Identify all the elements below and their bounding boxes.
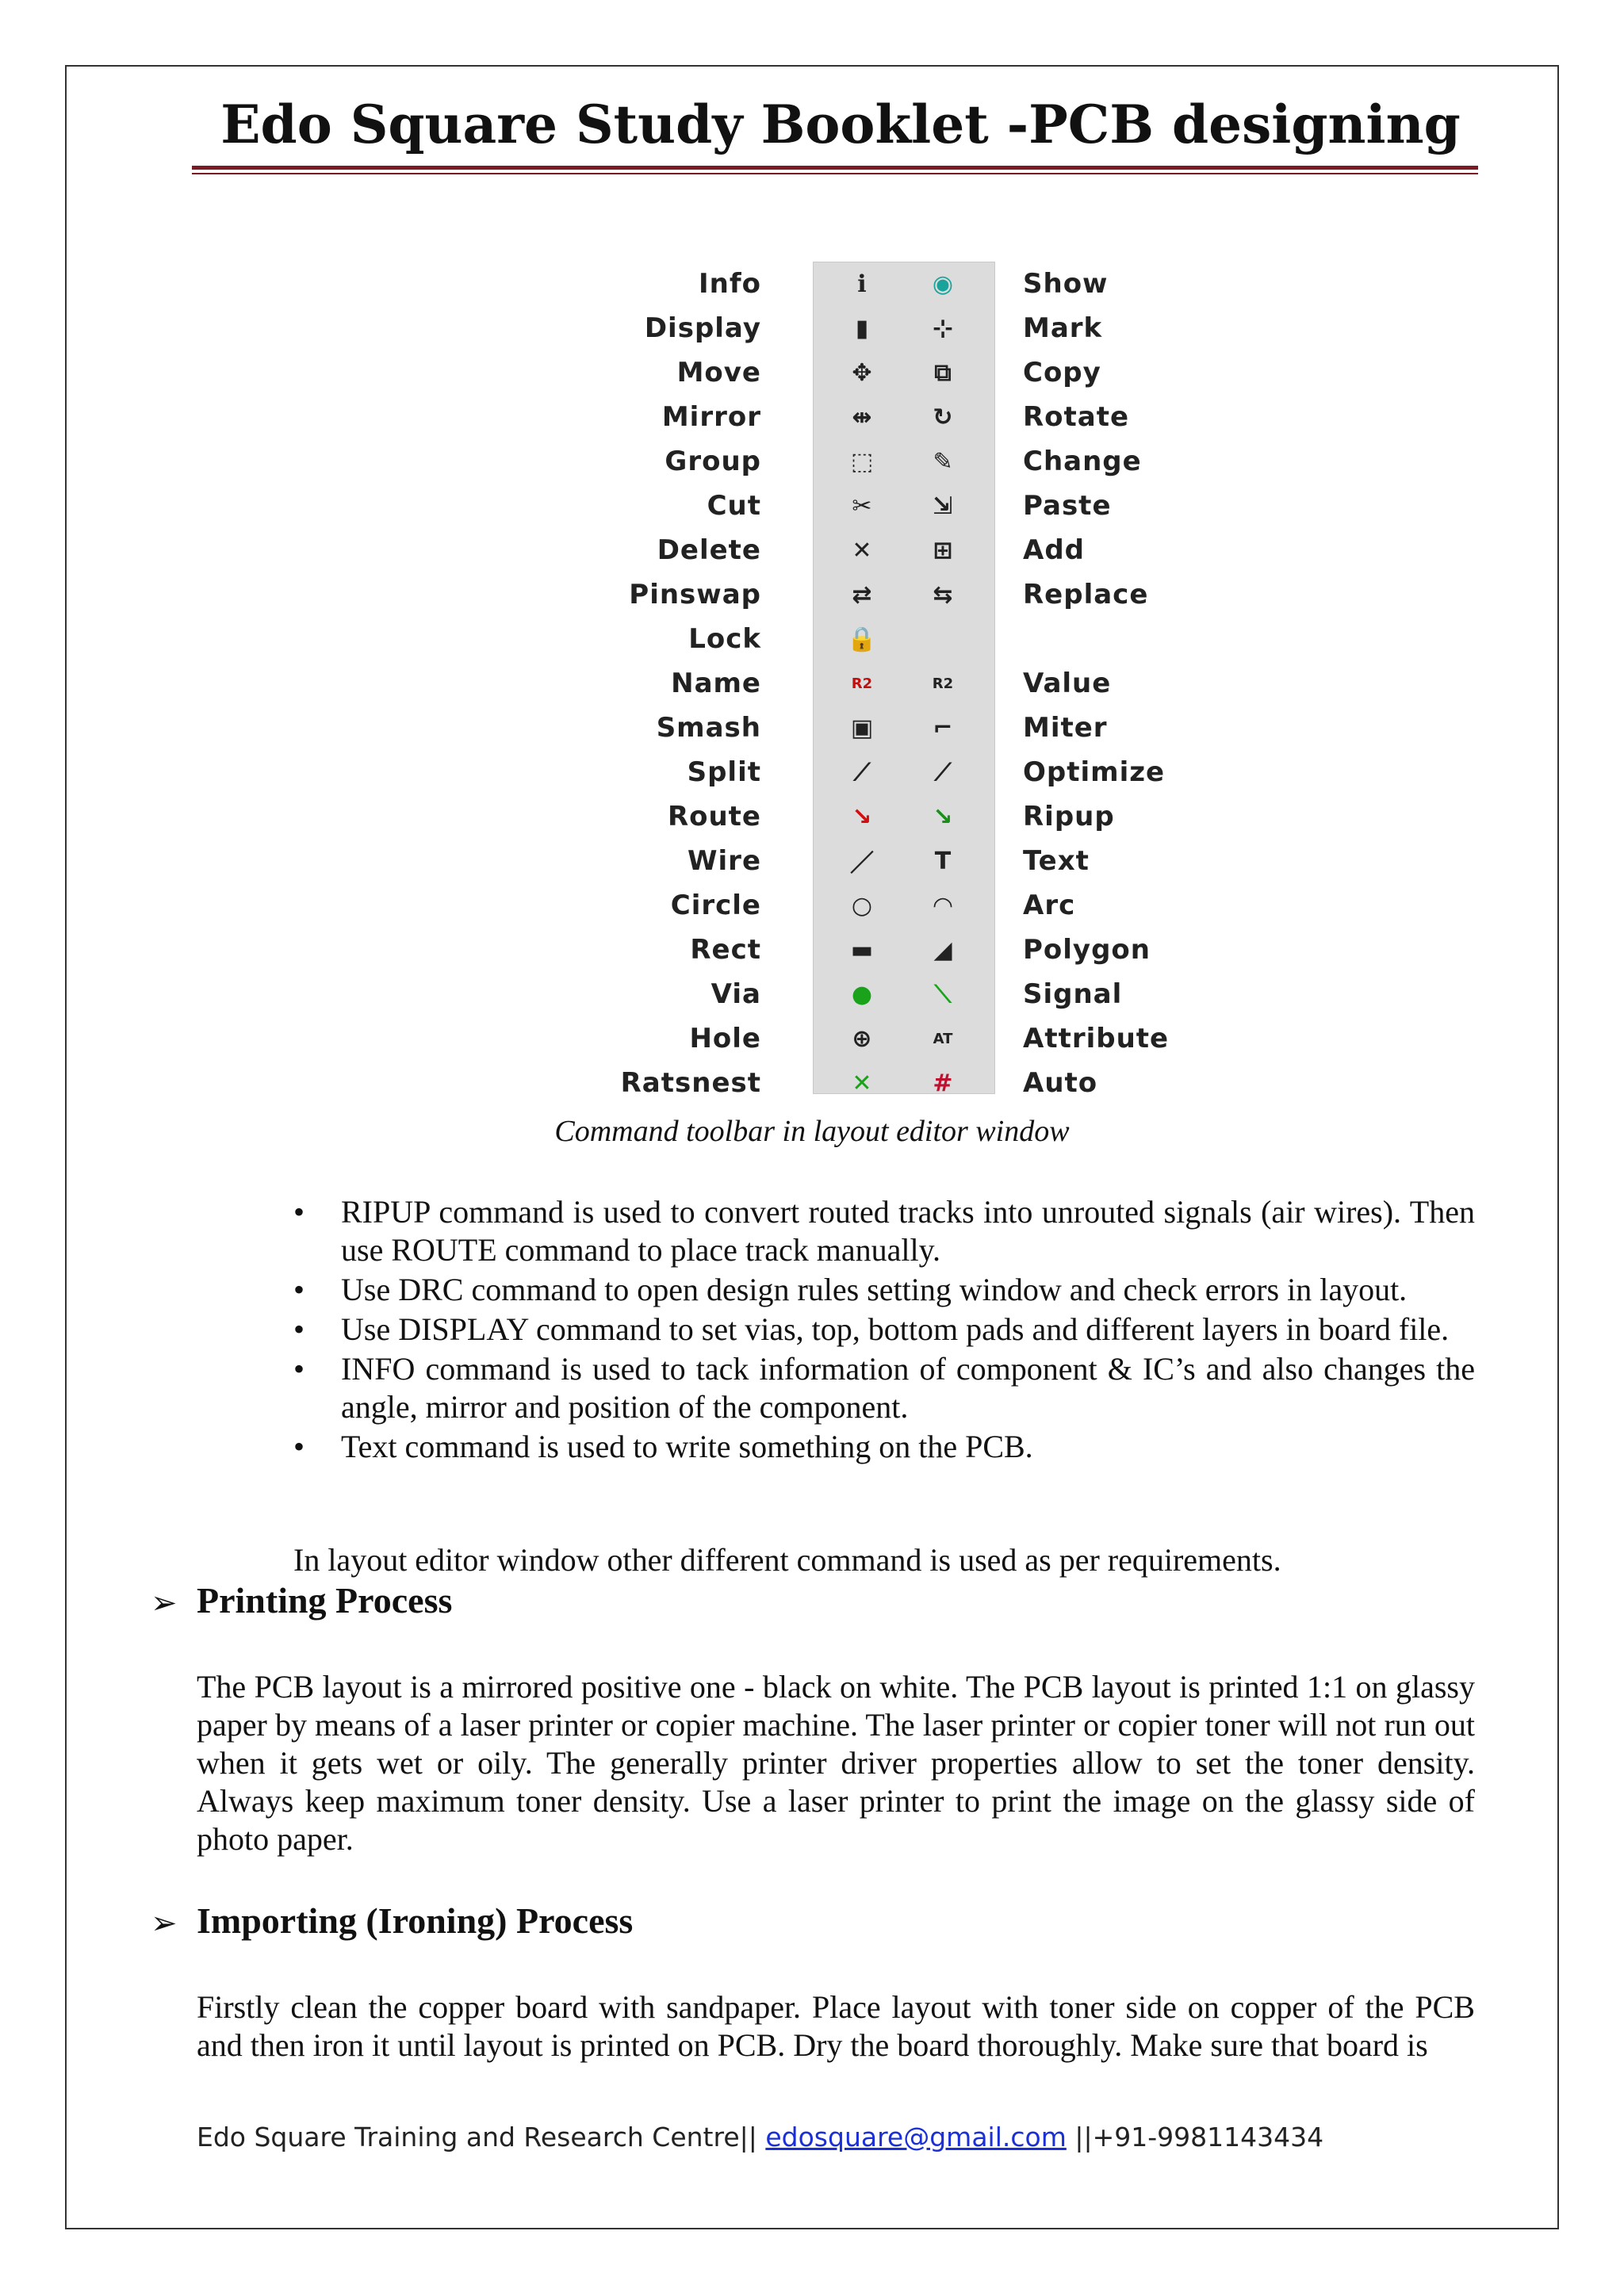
toolbar-label-right: Text [1023, 845, 1090, 877]
toolbar-label-left: Rect [690, 934, 761, 966]
group-icon: ⬚ [850, 447, 874, 476]
toolbar-label-right: Rotate [1023, 401, 1130, 433]
toolbar-icon-row [813, 528, 994, 572]
toolbar-label-right [1023, 617, 1261, 661]
toolbar-right-labels [1023, 262, 1261, 1105]
wire-icon: ／ [850, 850, 874, 878]
page-title: Edo Square Study Booklet -PCB designing [220, 94, 1461, 155]
toolbar-label-right: Copy [1023, 357, 1101, 388]
toolbar-icon-row [813, 484, 994, 528]
move-icon: ✥ [852, 358, 872, 387]
toolbar-left-labels [571, 262, 761, 1105]
add-icon: ⊞ [933, 536, 953, 564]
circle-icon: ○ [851, 891, 873, 920]
section-heading-ironing: Importing (Ironing) Process [197, 1900, 634, 1941]
title-underline [192, 166, 1478, 170]
toolbar-icon-row [813, 661, 994, 706]
toolbar-icon-row [813, 395, 994, 439]
signal-icon: ⟍ [934, 980, 952, 1008]
toolbar-label-left: Pinswap [629, 579, 761, 610]
arc-icon: ◠ [933, 891, 952, 920]
text-icon: T [934, 847, 952, 875]
toolbar-label-left: Cut [707, 490, 761, 522]
replace-icon: ⇆ [933, 580, 953, 609]
paste-icon: ⇲ [933, 492, 953, 520]
hole-icon: ⊕ [852, 1024, 872, 1053]
toolbar-label-left: Group [665, 446, 761, 477]
toolbar-label-right: Miter [1023, 712, 1108, 744]
ripup-icon: ↘ [933, 802, 953, 831]
optimize-icon: ⟋ [934, 758, 952, 786]
change-icon: ✎ [933, 447, 953, 476]
toolbar-icon-row [813, 350, 994, 395]
ratsnest-icon: ✕ [852, 1069, 872, 1097]
toolbar-icon-row [813, 1061, 994, 1105]
toolbar-label-left: Name [671, 668, 761, 699]
pinswap-icon: ⇄ [852, 580, 872, 609]
toolbar-label-right: Attribute [1023, 1023, 1170, 1054]
toolbar-label-left: Display [644, 312, 761, 344]
toolbar-label-left: Lock [688, 623, 761, 655]
toolbar-label-right: Change [1023, 446, 1142, 477]
list-item: • Use DRC command to open design rules setting window and check errors in layout. [341, 1271, 1475, 1309]
list-item: • INFO command is used to tack information of component & IC’s and also changes the angle, mirror and position of the component. [341, 1350, 1475, 1426]
toolbar-icons [813, 262, 994, 1105]
toolbar-label-left: Smash [656, 712, 761, 744]
toolbar-label-right: Paste [1023, 490, 1112, 522]
note-paragraph: In layout editor window other different command is used as per requirements. [293, 1542, 1281, 1578]
toolbar-icon-row [813, 572, 994, 617]
toolbar-label-right: Ripup [1023, 801, 1115, 832]
toolbar-label-right: Signal [1023, 978, 1123, 1010]
toolbar-icon-row [813, 706, 994, 750]
toolbar-icon-row [813, 928, 994, 972]
delete-icon: ✕ [852, 536, 872, 564]
page-footer [197, 2122, 1323, 2152]
toolbar-label-right: Optimize [1023, 756, 1166, 788]
toolbar-label-left: Delete [657, 534, 761, 566]
toolbar-icon-row [813, 617, 994, 661]
toolbar-label-right: Show [1023, 268, 1109, 300]
arrow-bullet-icon: ➢ [151, 1585, 178, 1621]
split-icon: ⟋ [853, 758, 871, 786]
toolbar-label-left: Mirror [661, 401, 761, 433]
polygon-icon: ◢ [933, 936, 952, 964]
toolbar-label-left: Route [667, 801, 761, 832]
display-icon: ▮ [855, 314, 869, 342]
footer-org: Edo Square Training and Research Centre|| [197, 2122, 757, 2152]
section-body-ironing: Firstly clean the copper board with sandpaper. Place layout with toner side on copper of the PCB and then iron it until layout is printed on PCB. Dry the board thoroughly. Make sure that board is [197, 1989, 1475, 2063]
list-item: • Use DISPLAY command to set vias, top, bottom pads and different layers in board file. [341, 1311, 1475, 1349]
toolbar-label-right: Replace [1023, 579, 1149, 610]
figure-caption: Command toolbar in layout editor window [554, 1115, 1070, 1148]
toolbar-label-left: Hole [689, 1023, 761, 1054]
cut-icon: ✂ [852, 492, 872, 520]
toolbar-icon-row [813, 794, 994, 839]
via-icon: ● [851, 980, 873, 1008]
toolbar-label-left: Info [698, 268, 761, 300]
auto-icon: # [933, 1069, 953, 1097]
toolbar-label-left: Wire [688, 845, 761, 877]
title-underline-thin [192, 173, 1478, 174]
toolbar-icon-row [813, 1016, 994, 1061]
toolbar-icon-row [813, 883, 994, 928]
toolbar-icon-row [813, 262, 994, 306]
section-body-printing: The PCB layout is a mirrored positive one - black on white. The PCB layout is printed 1:1 on glassy paper by means of a laser printer or copier machine. The laser printer or copier toner will not run out when it gets wet or oily. The generally printer driver properties allow to set the toner density. Always keep maximum toner density. Use a laser printer to print the image on the glassy side of photo paper. [197, 1669, 1475, 1857]
list-item: • RIPUP command is used to convert routed tracks into unrouted signals (air wires). Then use ROUTE command to place track manually. [341, 1193, 1475, 1269]
list-item: • Text command is used to write something on the PCB. [341, 1428, 1475, 1466]
value-icon: R2 [932, 675, 954, 692]
toolbar-label-right: Add [1023, 534, 1085, 566]
route-icon: ↘ [852, 802, 872, 831]
toolbar-label-right: Polygon [1023, 934, 1151, 966]
smash-icon: ▣ [850, 714, 874, 742]
rotate-icon: ↻ [933, 403, 953, 431]
command-toolbar-figure [571, 254, 1237, 1099]
toolbar-icon-row [813, 750, 994, 794]
footer-email-link[interactable]: edosquare@gmail.com [765, 2122, 1067, 2152]
mark-icon: ⊹ [933, 314, 953, 342]
command-bullet-list [341, 1193, 1475, 1468]
miter-icon: ⌐ [933, 714, 953, 742]
copy-icon: ⧉ [934, 358, 952, 387]
toolbar-label-left: Split [687, 756, 761, 788]
toolbar-label-left: Ratsnest [620, 1067, 761, 1099]
toolbar-icon-row [813, 306, 994, 350]
attribute-icon: AT [933, 1030, 953, 1047]
info-icon: ℹ [857, 270, 867, 298]
toolbar-icon-row [813, 972, 994, 1016]
footer-phone: ||+91-9981143434 [1074, 2122, 1324, 2152]
toolbar-label-left: Move [676, 357, 761, 388]
arrow-bullet-icon: ➢ [151, 1905, 178, 1941]
toolbar-icon-row [813, 439, 994, 484]
toolbar-label-right: Value [1023, 668, 1112, 699]
section-heading-printing: Printing Process [197, 1580, 453, 1621]
lock-icon: 🔒 [847, 625, 877, 653]
name-icon: R2 [851, 675, 873, 692]
mirror-icon: ⇹ [852, 403, 872, 431]
toolbar-label-right: Arc [1023, 890, 1076, 921]
toolbar-label-right: Mark [1023, 312, 1103, 344]
toolbar-icon-row [813, 839, 994, 883]
show-icon: ◉ [932, 270, 954, 298]
toolbar-label-right: Auto [1023, 1067, 1098, 1099]
rect-icon: ▬ [850, 936, 874, 964]
toolbar-label-left: Via [710, 978, 761, 1010]
toolbar-label-left: Circle [670, 890, 761, 921]
